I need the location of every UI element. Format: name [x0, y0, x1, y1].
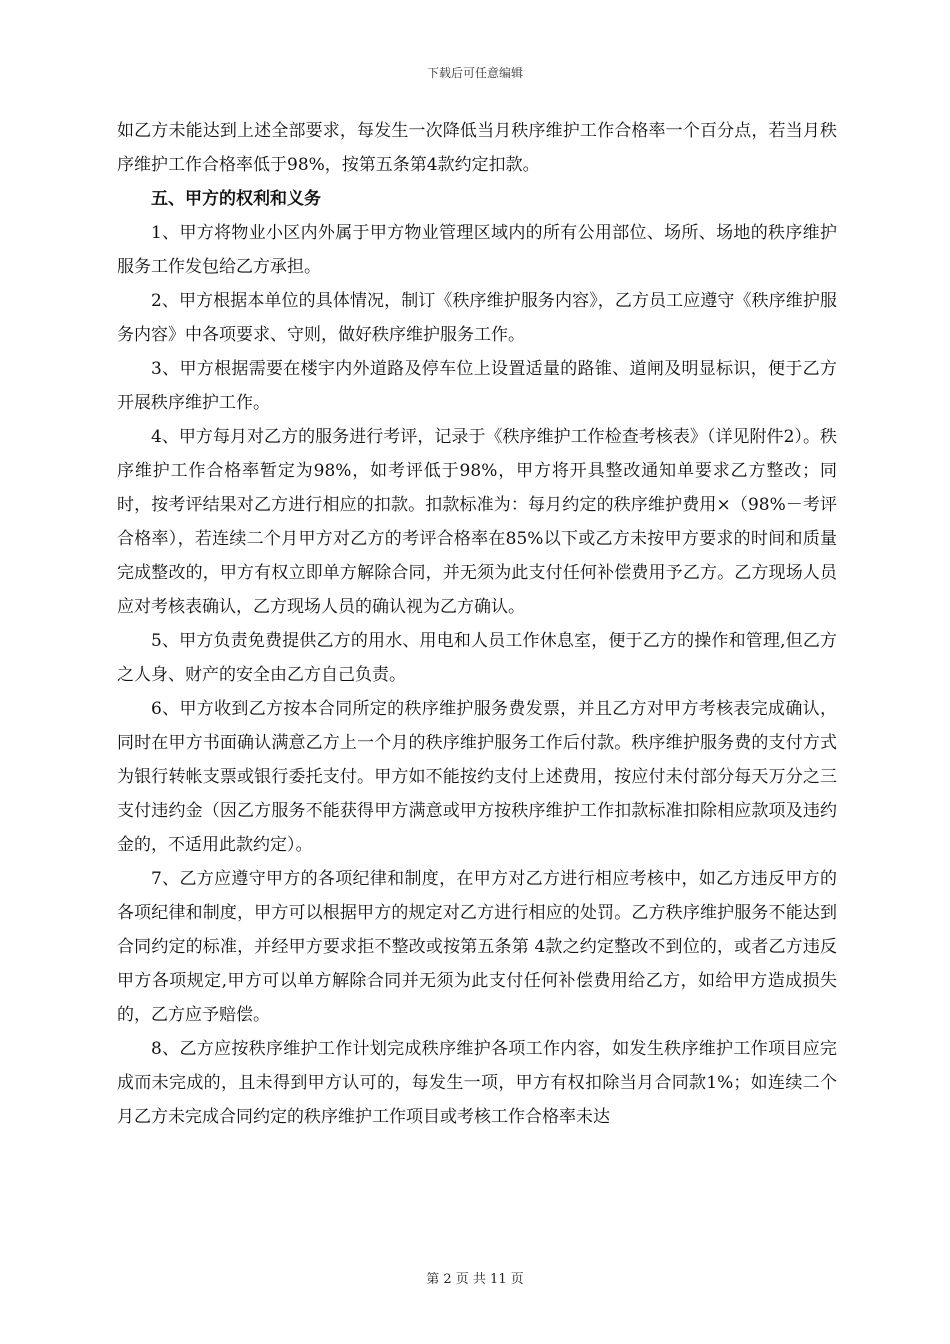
paragraph-item-4: 4、甲方每月对乙方的服务进行考评，记录于《秩序维护工作检查考核表》（详见附件2）。秩序维护工作合格率暂定为98%，如考评低于98%，甲方将开具整改通知单要求乙方整改；同时，按考评结果对乙方进行相应的扣款。扣款标准为：每月约定的秩序维护费用×（98%－考评合格率），若连续二个月甲方对乙方的考评合格率在85%以下或乙方未按甲方要求的时间和质量完成整改的，甲方有权立即单方解除合同，并无须为此支付任何补偿费用予乙方。乙方现场人员应对考核表确认，乙方现场人员的确认视为乙方确认。 [117, 427, 837, 617]
paragraph-item-1: 1、甲方将物业小区内外属于甲方物业管理区域内的所有公用部位、场所、场地的秩序维护服务工作发包给乙方承担。 [117, 223, 837, 277]
document-body [117, 114, 837, 1134]
paragraph-item-5: 5、甲方负责免费提供乙方的用水、用电和人员工作休息室，便于乙方的操作和管理,但乙方之人身、财产的安全由乙方自己负责。 [117, 631, 837, 685]
page-footer: 第 2 页 共 11 页 [426, 1272, 524, 1287]
paragraph-item-3: 3、甲方根据需要在楼宇内外道路及停车位上设置适量的路锥、道闸及明显标识，便于乙方开展秩序维护工作。 [117, 359, 837, 413]
paragraph-item-6: 6、甲方收到乙方按本合同所定的秩序维护服务费发票，并且乙方对甲方考核表完成确认，同时在甲方书面确认满意乙方上一个月的秩序维护服务工作后付款。秩序维护服务费的支付方式为银行转帐支票或银行委托支付。甲方如不能按约支付上述费用，按应付未付部分每天万分之三支付违约金（因乙方服务不能获得甲方满意或甲方按秩序维护工作扣款标准扣除相应款项及违约金的，不适用此款约定）。 [117, 699, 837, 855]
paragraph-item-7: 7、乙方应遵守甲方的各项纪律和制度，在甲方对乙方进行相应考核中，如乙方违反甲方的各项纪律和制度，甲方可以根据甲方的规定对乙方进行相应的处罚。乙方秩序维护服务不能达到合同约定的标准，并经甲方要求拒不整改或按第五条第 4款之约定整改不到位的，或者乙方违反甲方各项规定,甲方可以单方解除合同并无须为此支付任何补偿费用给乙方，如给甲方造成损失的，乙方应予赔偿。 [117, 869, 837, 1025]
page-header: 下载后可任意编辑 [426, 66, 523, 80]
paragraph-continuation: 如乙方未能达到上述全部要求，每发生一次降低当月秩序维护工作合格率一个百分点，若当月秩序维护工作合格率低于98%，按第五条第4款约定扣款。 [117, 121, 837, 175]
paragraph-item-2: 2、甲方根据本单位的具体情况，制订《秩序维护服务内容》，乙方员工应遵守《秩序维护服务内容》中各项要求、守则，做好秩序维护服务工作。 [117, 291, 837, 345]
paragraph-item-8: 8、乙方应按秩序维护工作计划完成秩序维护各项工作内容，如发生秩序维护工作项目应完成而未完成的，且未得到甲方认可的，每发生一项，甲方有权扣除当月合同款1%；如连续二个月乙方未完成合同约定的秩序维护工作项目或考核工作合格率未达 [117, 1039, 837, 1127]
section-heading: 五、甲方的权利和义务 [151, 189, 321, 209]
